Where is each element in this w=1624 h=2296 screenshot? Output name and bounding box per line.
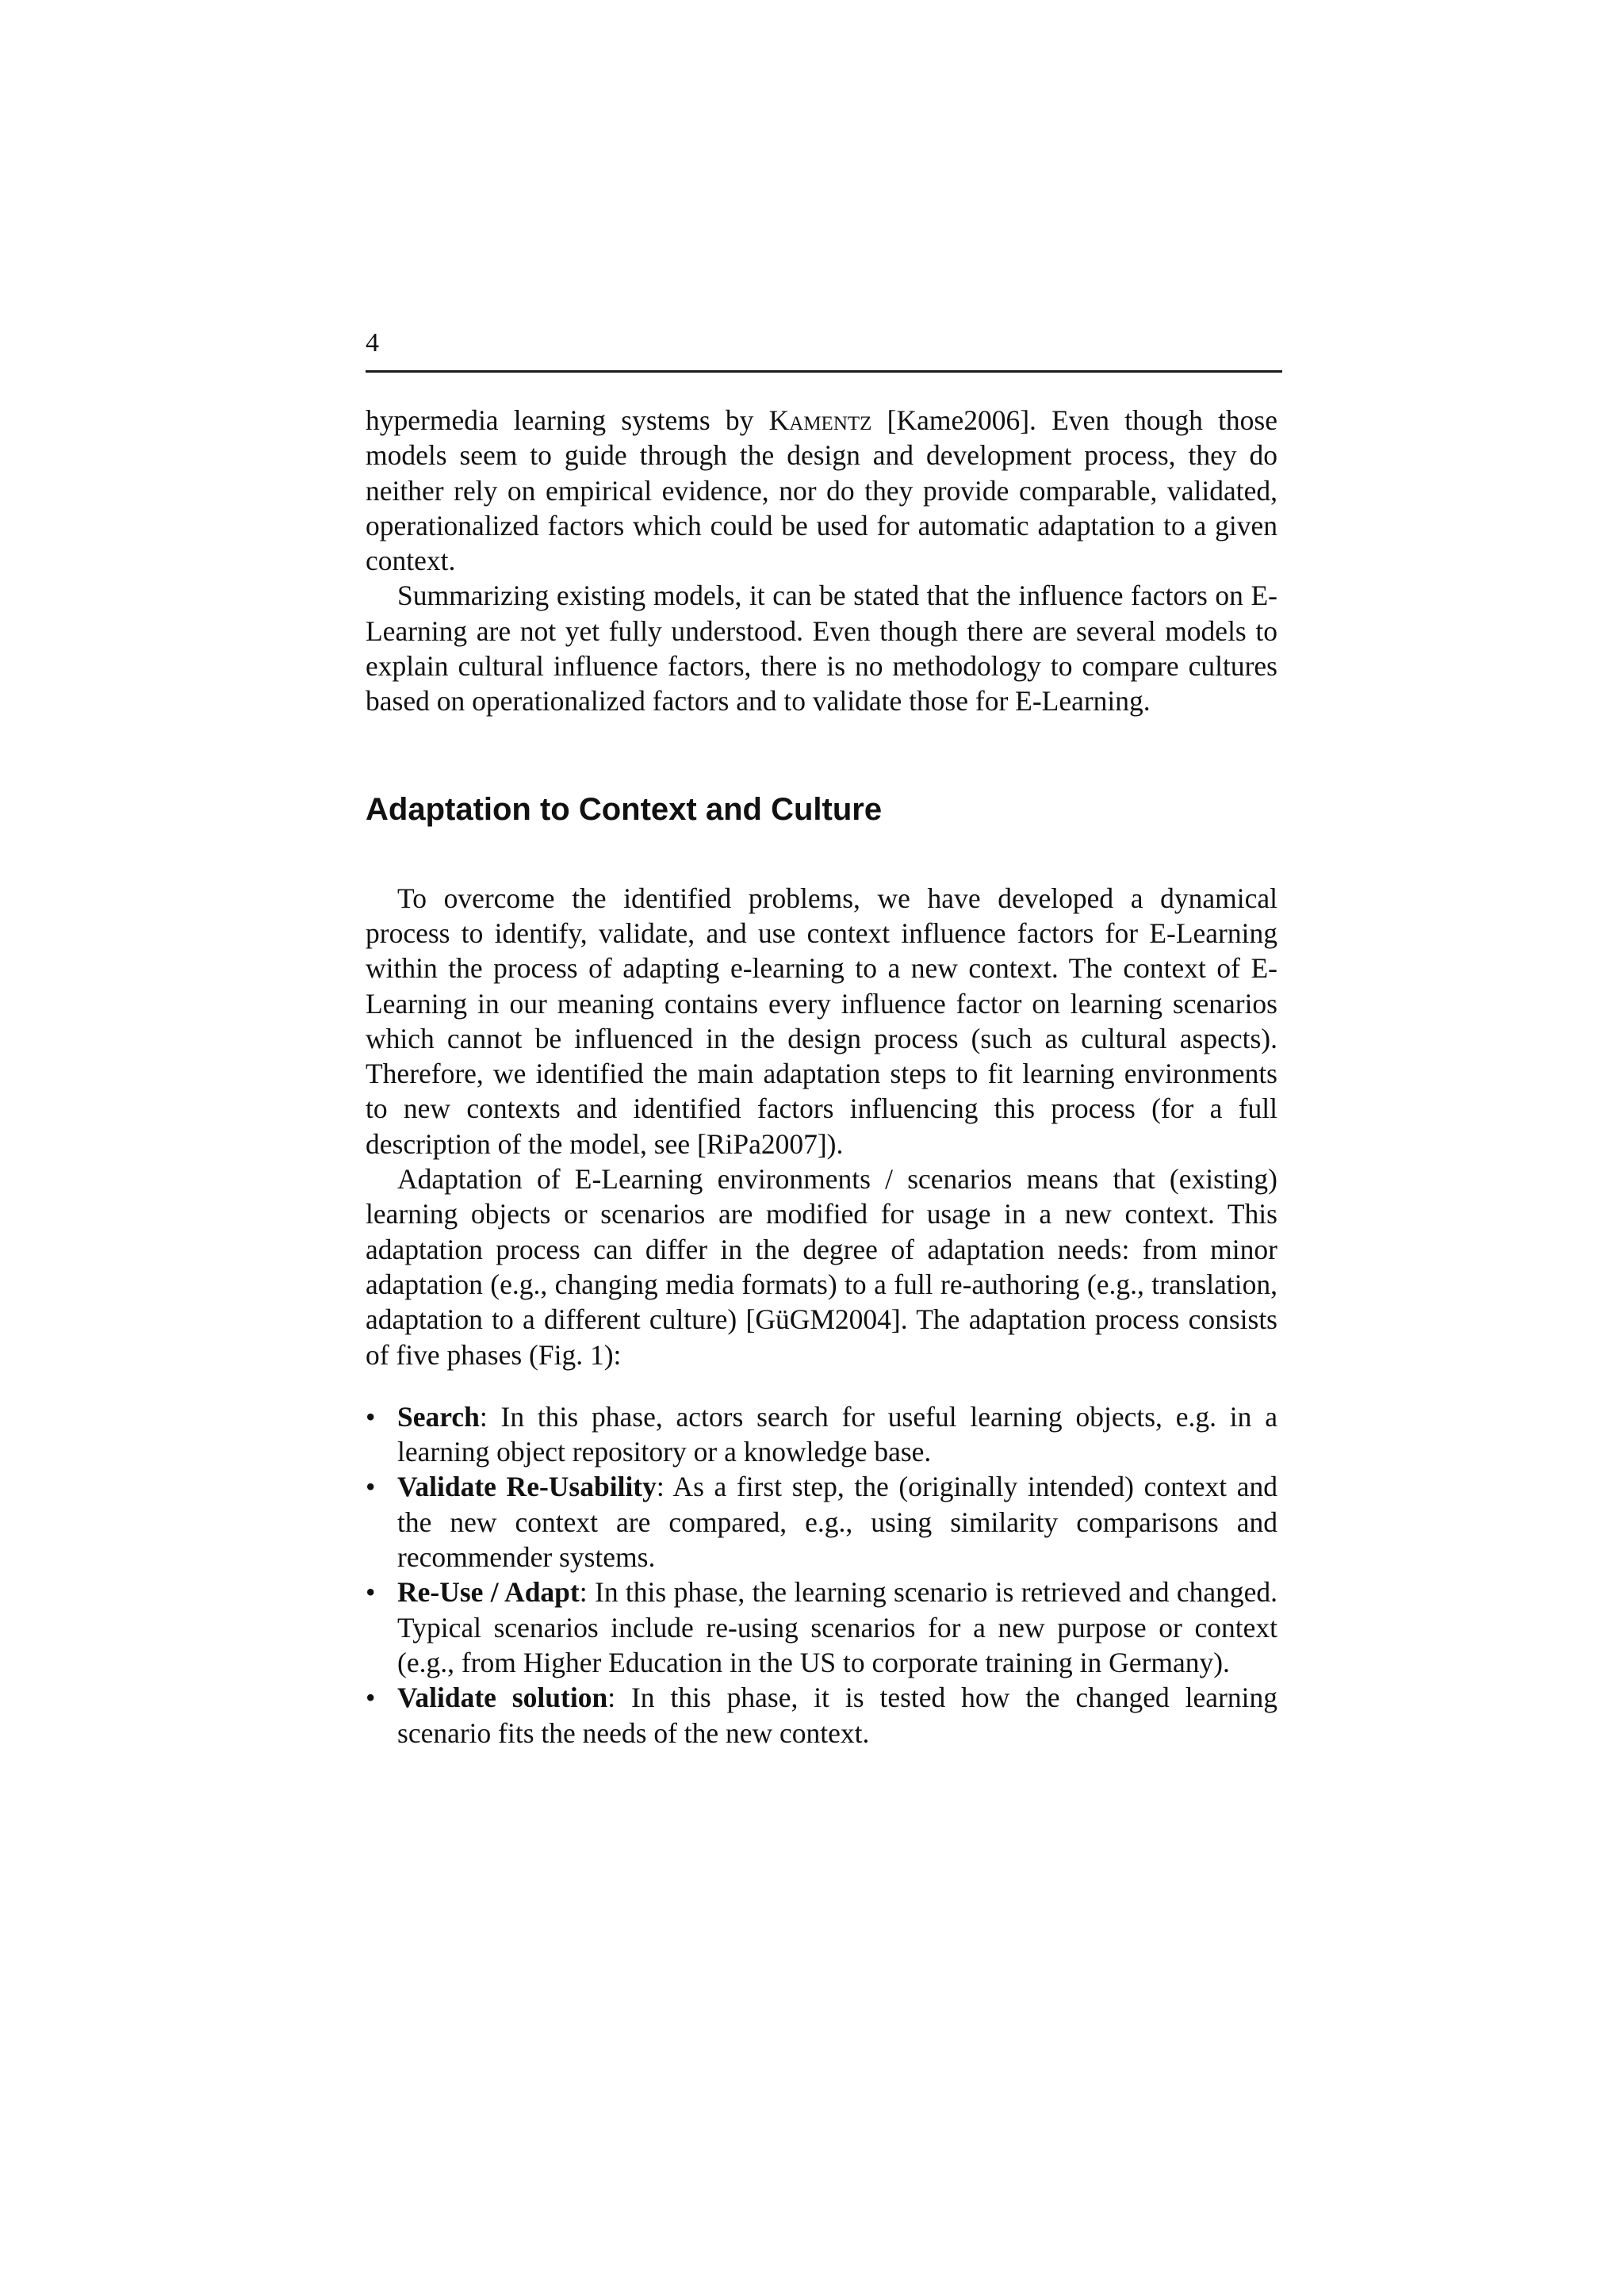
phase-description: : In this phase, actors search for useful learning objects, e.g. in a learning object repository or a knowledge base. — [397, 1400, 1277, 1468]
intro-paragraph-2: Summarizing existing models, it can be stated that the influence factors on E-Learning are not yet fully understood. Even though there are several models to explain cultural influence factors, there is no methodology to compare cultures based on operationalized factors and to validate those for E-Learning. — [366, 580, 1277, 718]
phase-description: : In this phase, it is tested how the changed learning scenario fits the needs of the new context. — [397, 1682, 1277, 1749]
phase-list — [366, 1399, 1277, 1751]
list-item — [366, 1575, 1277, 1680]
list-item — [366, 1680, 1277, 1751]
phase-description: : In this phase, the learning scenario is retrieved and changed. Typical scenarios include re-using scenarios for a new purpose or context (e.g., from Higher Education in the US to corporate training in Germany). — [397, 1576, 1277, 1678]
list-item — [366, 1399, 1277, 1470]
page-body — [366, 403, 1277, 1751]
author-name: Kamentz — [768, 404, 872, 436]
page-number: 4 — [366, 328, 379, 358]
phase-term: Validate solution — [397, 1682, 608, 1714]
section-paragraph-1: To overcome the identified problems, we have developed a dynamical process to identify, validate, and use context influence factors for E-​Learning within the process of adapting e-learning to a new context. The context of E-Learning in our meaning contains every influence factor on learning scenarios which cannot be influenced in the design process (such as cultural aspects). Therefore, we identified the main adaptation steps to fit learning environments to new contexts and identified factors influencing this process (for a full description of the model, see [RiPa2007]). — [366, 882, 1277, 1160]
phase-term: Re-Use / Adapt — [397, 1576, 580, 1609]
phase-description: : As a first step, the (originally intended) context and the new context are compared, e.g., using similarity comparisons and recommender systems. — [397, 1471, 1278, 1574]
section-paragraph-2: Adaptation of E-Learning environments / scenarios means that (existing) learning objects or scenarios are modified for usage in a new context. This adaptation process can differ in the degree of adaptation needs: from minor adaptation (e.g., changing media formats) to a full re-authoring (e.g., translation, adaptation to a different culture) [GüGM2004]. The adaptation process consists of five phases (Fig. 1): — [366, 1163, 1277, 1371]
section-heading: Adaptation to Context and Culture — [366, 791, 883, 827]
phase-term: Search — [397, 1400, 480, 1433]
phase-term: Validate Re-Usability — [397, 1471, 657, 1503]
bullet-icon: • — [366, 1682, 376, 1714]
intro-paragraph-1-end: [Kame2006]. Even though those models seem to guide through the design and development process, they do neither rely on empirical evidence, nor do they provide comparable, validated, operationalized factors which could be used for automatic adaptation to a given context. — [366, 404, 1277, 577]
page-header — [366, 321, 1282, 373]
intro-paragraph-1-start: hypermedia learning systems by — [366, 404, 769, 436]
intro-paragraph-1 — [366, 403, 1277, 578]
bullet-icon: • — [366, 1576, 376, 1609]
bullet-icon: • — [366, 1400, 376, 1433]
list-item — [366, 1469, 1277, 1575]
bullet-icon: • — [366, 1471, 376, 1503]
